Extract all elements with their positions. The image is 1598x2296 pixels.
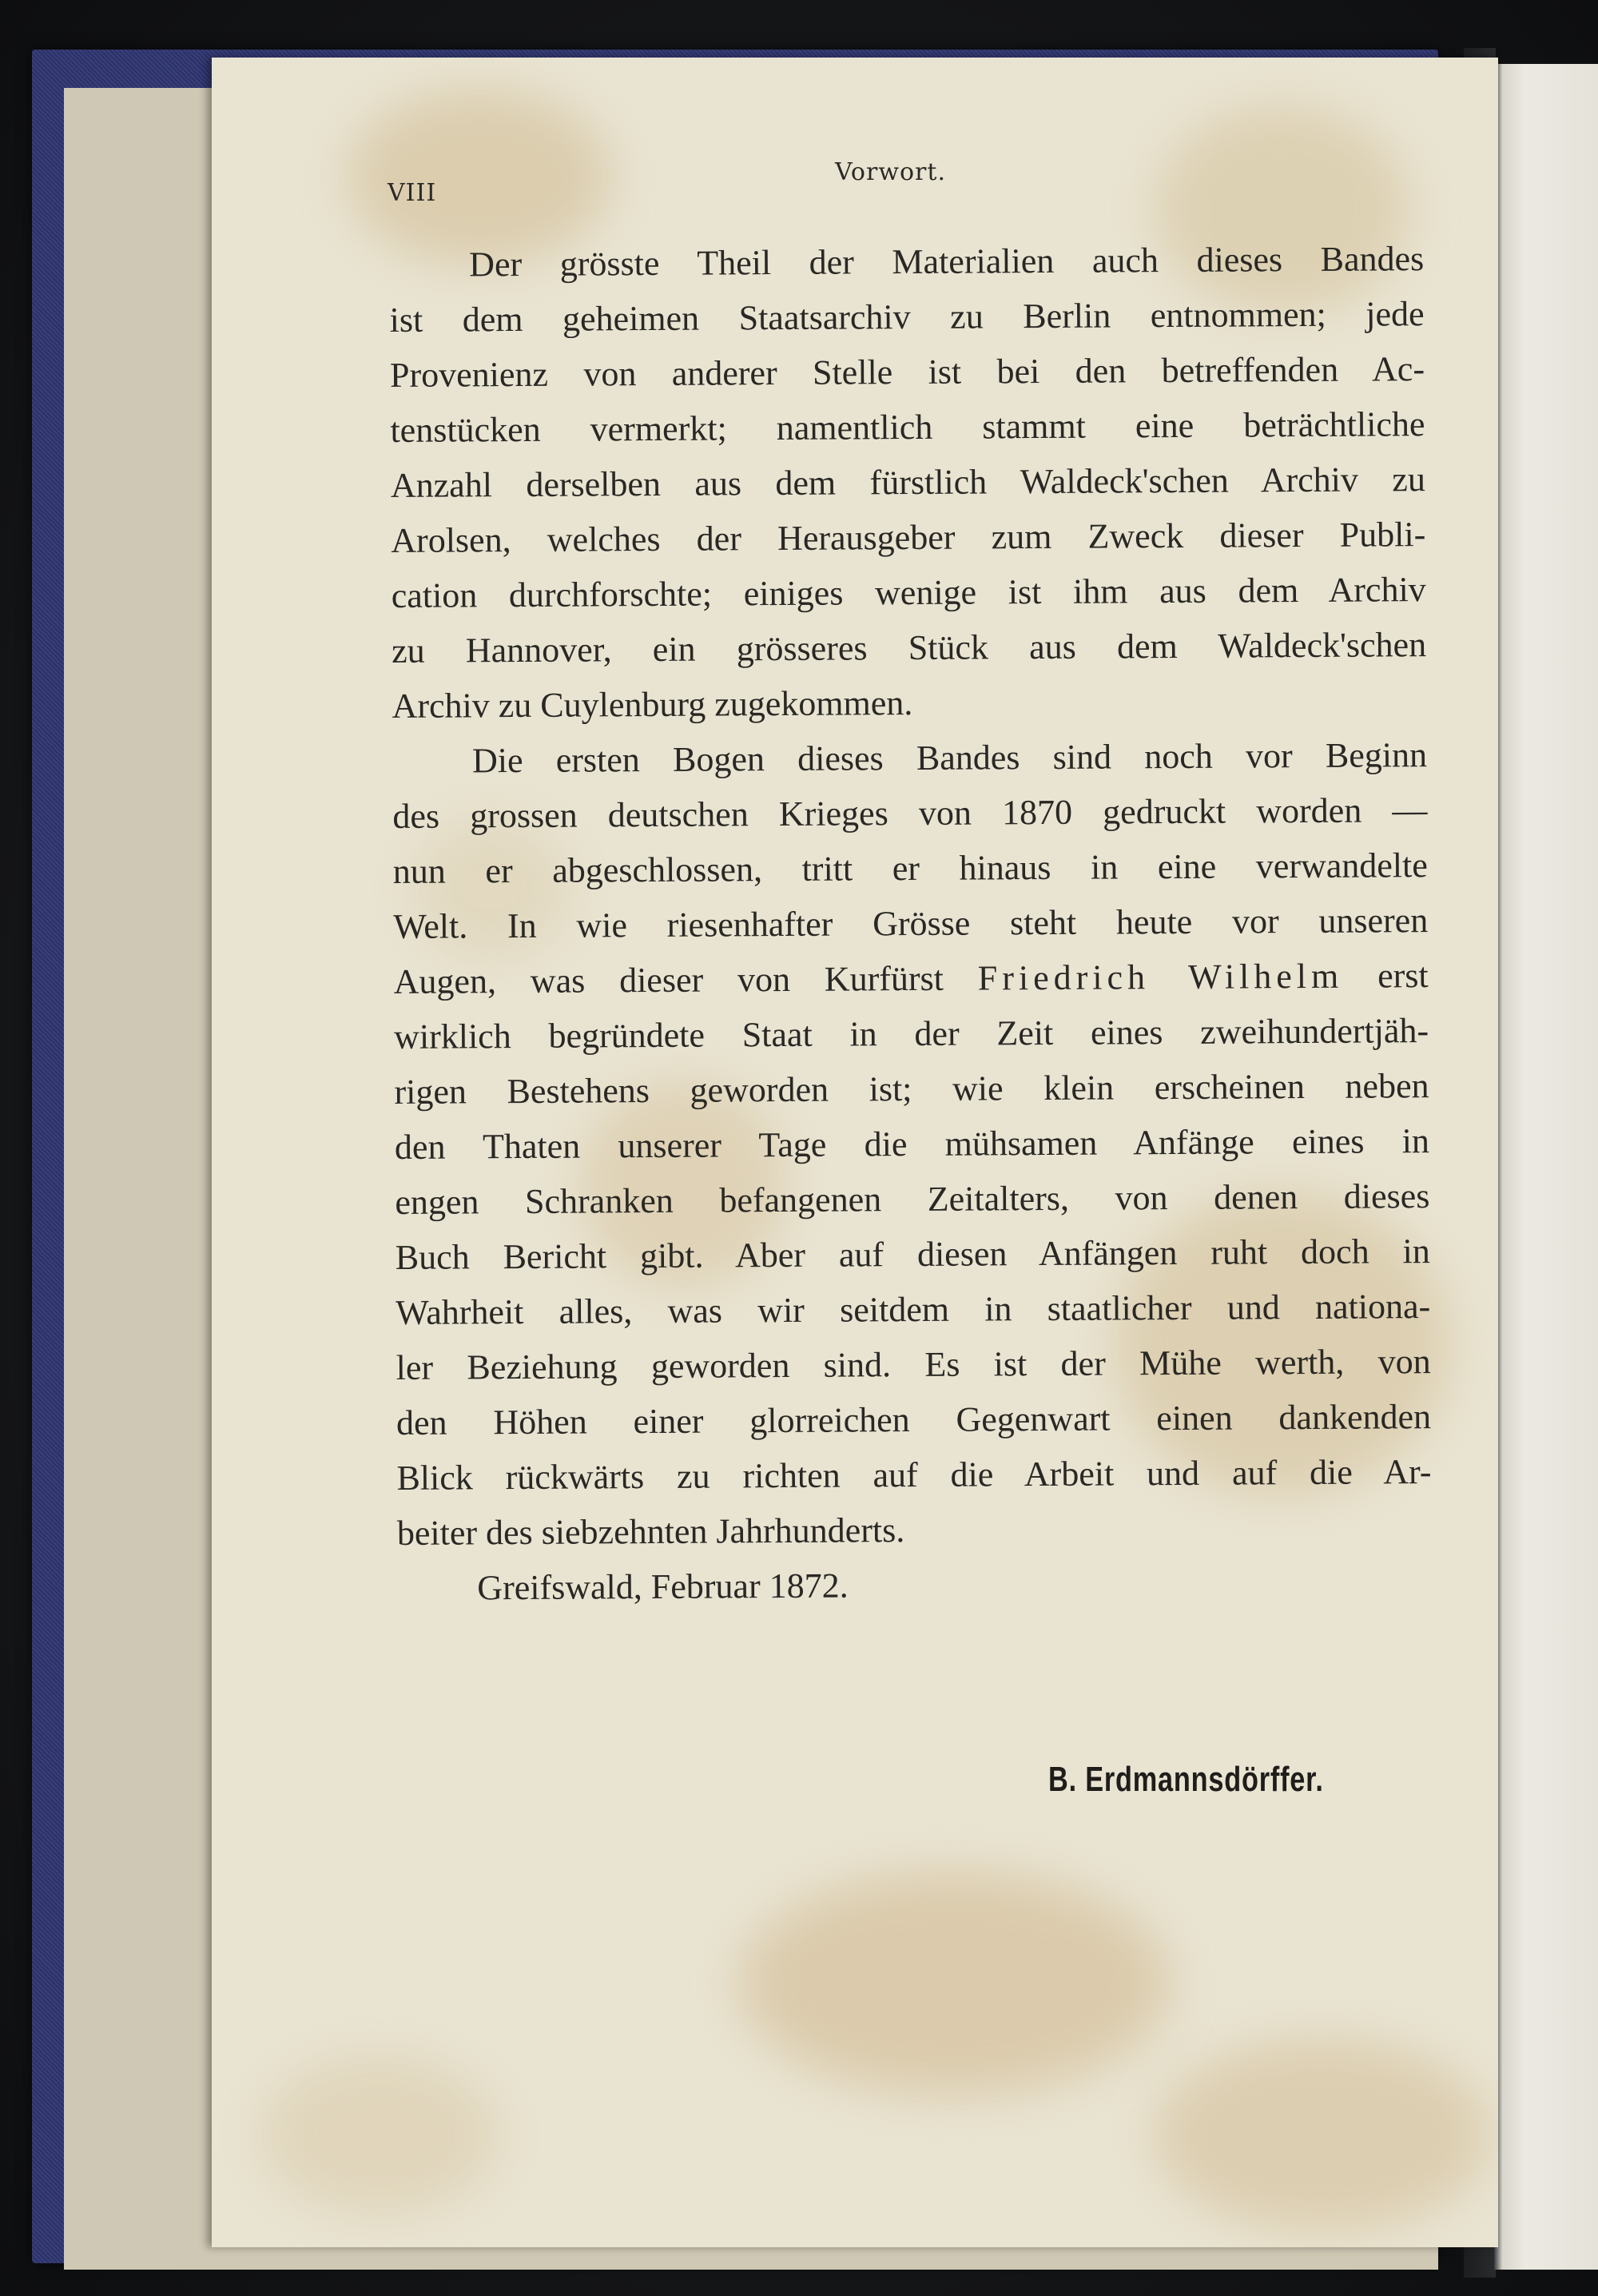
foxing-stain (1155, 2039, 1490, 2231)
text-line: Wahrheit alles, was wir seitdem in staatlicher und nationa- (396, 1287, 1431, 1332)
paragraph-reflection (392, 727, 1432, 1561)
text-line: des grossen deutschen Krieges von 1870 gedruckt worden — (392, 790, 1428, 836)
text-line: cation durchforschte; einiges wenige ist ihm aus dem Archiv (391, 570, 1426, 615)
text-line: ler Beziehung geworden sind. Es ist der Mühe werth, von (396, 1342, 1431, 1387)
text-line: beiter des siebzehnten Jahrhunderts. (396, 1510, 905, 1553)
text-line: den Thaten unserer Tage die mühsamen Anfänge eines in (394, 1121, 1430, 1167)
foxing-stain (739, 1872, 1171, 2095)
text-line: Anzahl derselben aus dem fürstlich Waldeck'schen Archiv zu (390, 460, 1426, 505)
author-signature: B. Erdmannsdörffer. (1048, 1760, 1324, 1799)
text-line: Blick rückwärts zu richten auf die Arbeit und auf die Ar- (396, 1452, 1432, 1498)
text-line: Der grösste Theil der Materialien auch dieses Bandes (469, 239, 1425, 285)
text-line: Arolsen, welches der Herausgeber zum Zweck dieser Publi- (391, 515, 1426, 560)
text-line: zu Hannover, ein grösseres Stück aus dem Waldeck'schen (392, 625, 1427, 670)
text-fragment: Augen, was dieser von Kurfürst (393, 958, 944, 1001)
facing-page-edge (1494, 64, 1598, 2270)
text-line: den Höhen einer glorreichen Gegenwart einen dankenden (396, 1397, 1432, 1442)
foxing-stain (260, 2055, 499, 2215)
emphasized-name: Friedrich Wilhelm (977, 956, 1344, 998)
text-fragment: erst (1377, 956, 1429, 996)
text-line: rigen Bestehens geworden ist; wie klein erscheinen neben (394, 1066, 1429, 1112)
book-page (212, 58, 1498, 2247)
text-line: tenstücken vermerkt; namentlich stammt eine beträchtliche (390, 404, 1425, 450)
paragraph-sources (389, 231, 1427, 734)
text-line: ist dem geheimen Staatsarchiv zu Berlin entnommen; jede (389, 294, 1425, 340)
text-line: engen Schranken befangenen Zeitalters, von denen dieses (395, 1176, 1430, 1222)
text-line: nun er abgeschlossen, tritt er hinaus in eine verwandelte (392, 846, 1428, 891)
text-line: Die ersten Bogen dieses Bandes sind noch vor Beginn (471, 735, 1428, 781)
text-line: Provenienz von anderer Stelle ist bei den betreffenden Ac- (389, 349, 1425, 395)
text-line: Buch Bericht gibt. Aber auf diesen Anfängen ruht doch in (395, 1232, 1430, 1277)
text-line-with-name (393, 948, 1428, 1009)
text-line: Archiv zu Cuylenburg zugekommen. (392, 683, 913, 726)
running-title: Vorwort. (835, 158, 946, 186)
place-date: Greifswald, Februar 1872. (477, 1566, 849, 1608)
page-number: VIII (388, 179, 437, 207)
page-body (389, 231, 1433, 1616)
text-line: Welt. In wie riesenhafter Grösse steht heute vor unseren (393, 901, 1429, 946)
text-line: wirklich begründete Staat in der Zeit eines zweihundertjäh- (393, 1011, 1429, 1056)
